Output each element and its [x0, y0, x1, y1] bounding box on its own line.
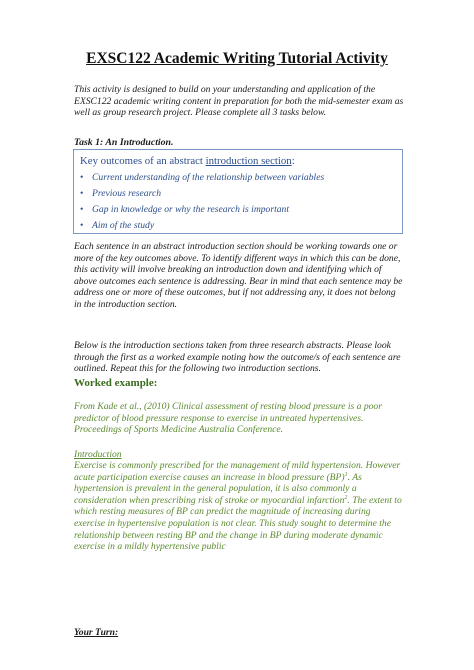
list-item-text: Current understanding of the relationship between variables	[92, 172, 325, 183]
list-item	[80, 172, 324, 188]
key-outcomes-heading	[80, 155, 295, 167]
task1-heading: Task 1: An Introduction.	[74, 137, 174, 148]
list-item-text: Previous research	[92, 188, 162, 199]
list-item	[80, 204, 324, 220]
list-item	[80, 188, 324, 204]
example-part-3: . The extent to which resting measures of BP can predict the magnitude of increasing during exercise in hypertensive population is not clear. This study sought to determine the relationship between resting BP and the change in BP during moderate dynamic exercise in a mildly hypertensive public	[74, 494, 402, 553]
bullet-icon: •	[80, 172, 84, 183]
introduction-label: Introduction	[74, 449, 122, 460]
intro-paragraph: This activity is designed to build on your understanding and application of the EXSC122 academic writing content in preparation for both the mid-semester exam as well as group research project. Please complete all 3 tasks below.	[74, 84, 404, 119]
list-item-text: Gap in knowledge or why the research is important	[92, 204, 290, 215]
bullet-icon: •	[80, 204, 84, 215]
citation-superscript: 2	[344, 494, 348, 501]
citation-superscript: 1	[344, 471, 348, 478]
bullet-icon: •	[80, 220, 84, 231]
bullet-icon: •	[80, 188, 84, 199]
example-part-2: . As hypertension is prevalent in the general population, it is also commonly a consideration when prescribing risk of stroke or myocardial infarction	[74, 471, 362, 506]
abstracts-paragraph: Below is the introduction sections taken from three research abstracts. Please look through the first as a worked example noting how the outcome/s of each sentence are outlined. Repeat this for the following two introduction sections.	[74, 340, 401, 375]
key-outcomes-box	[73, 149, 403, 234]
example-introduction-text	[74, 460, 404, 553]
instructions-paragraph: Each sentence in an abstract introduction section should be working towards one or more of the key outcomes above. To identify different ways in which this can be done, this activity will involve breaking an introduction down and identifying which of above outcomes each sentence is addressing. Bear in mind that each sentence may be address one or more of these outcomes, but if not addressing any, it does not belong in the introduction section.	[74, 241, 403, 310]
list-item-text: Aim of the study	[92, 220, 155, 231]
page-title: EXSC122 Academic Writing Tutorial Activity	[86, 50, 388, 67]
worked-example-heading: Worked example:	[74, 377, 158, 389]
list-item	[80, 220, 324, 236]
key-outcomes-heading-underlined: introduction section	[205, 155, 292, 167]
key-outcomes-heading-suffix: :	[291, 155, 295, 167]
example-part-1: Exercise is commonly prescribed for the management of mild hypertension. However acute participation exercise causes an increase in blood pressure (BP)	[74, 460, 401, 483]
citation: From Kade et al., (2010) Clinical assessment of resting blood pressure is a poor predictor of blood pressure response to exercise in untreated hypertensives. Proceedings of Sports Medicine Australia Conference.	[74, 401, 382, 436]
your-turn-heading: Your Turn:	[74, 627, 119, 638]
key-outcomes-heading-prefix: Key outcomes of an abstract	[80, 155, 206, 167]
key-outcomes-list	[80, 172, 324, 236]
